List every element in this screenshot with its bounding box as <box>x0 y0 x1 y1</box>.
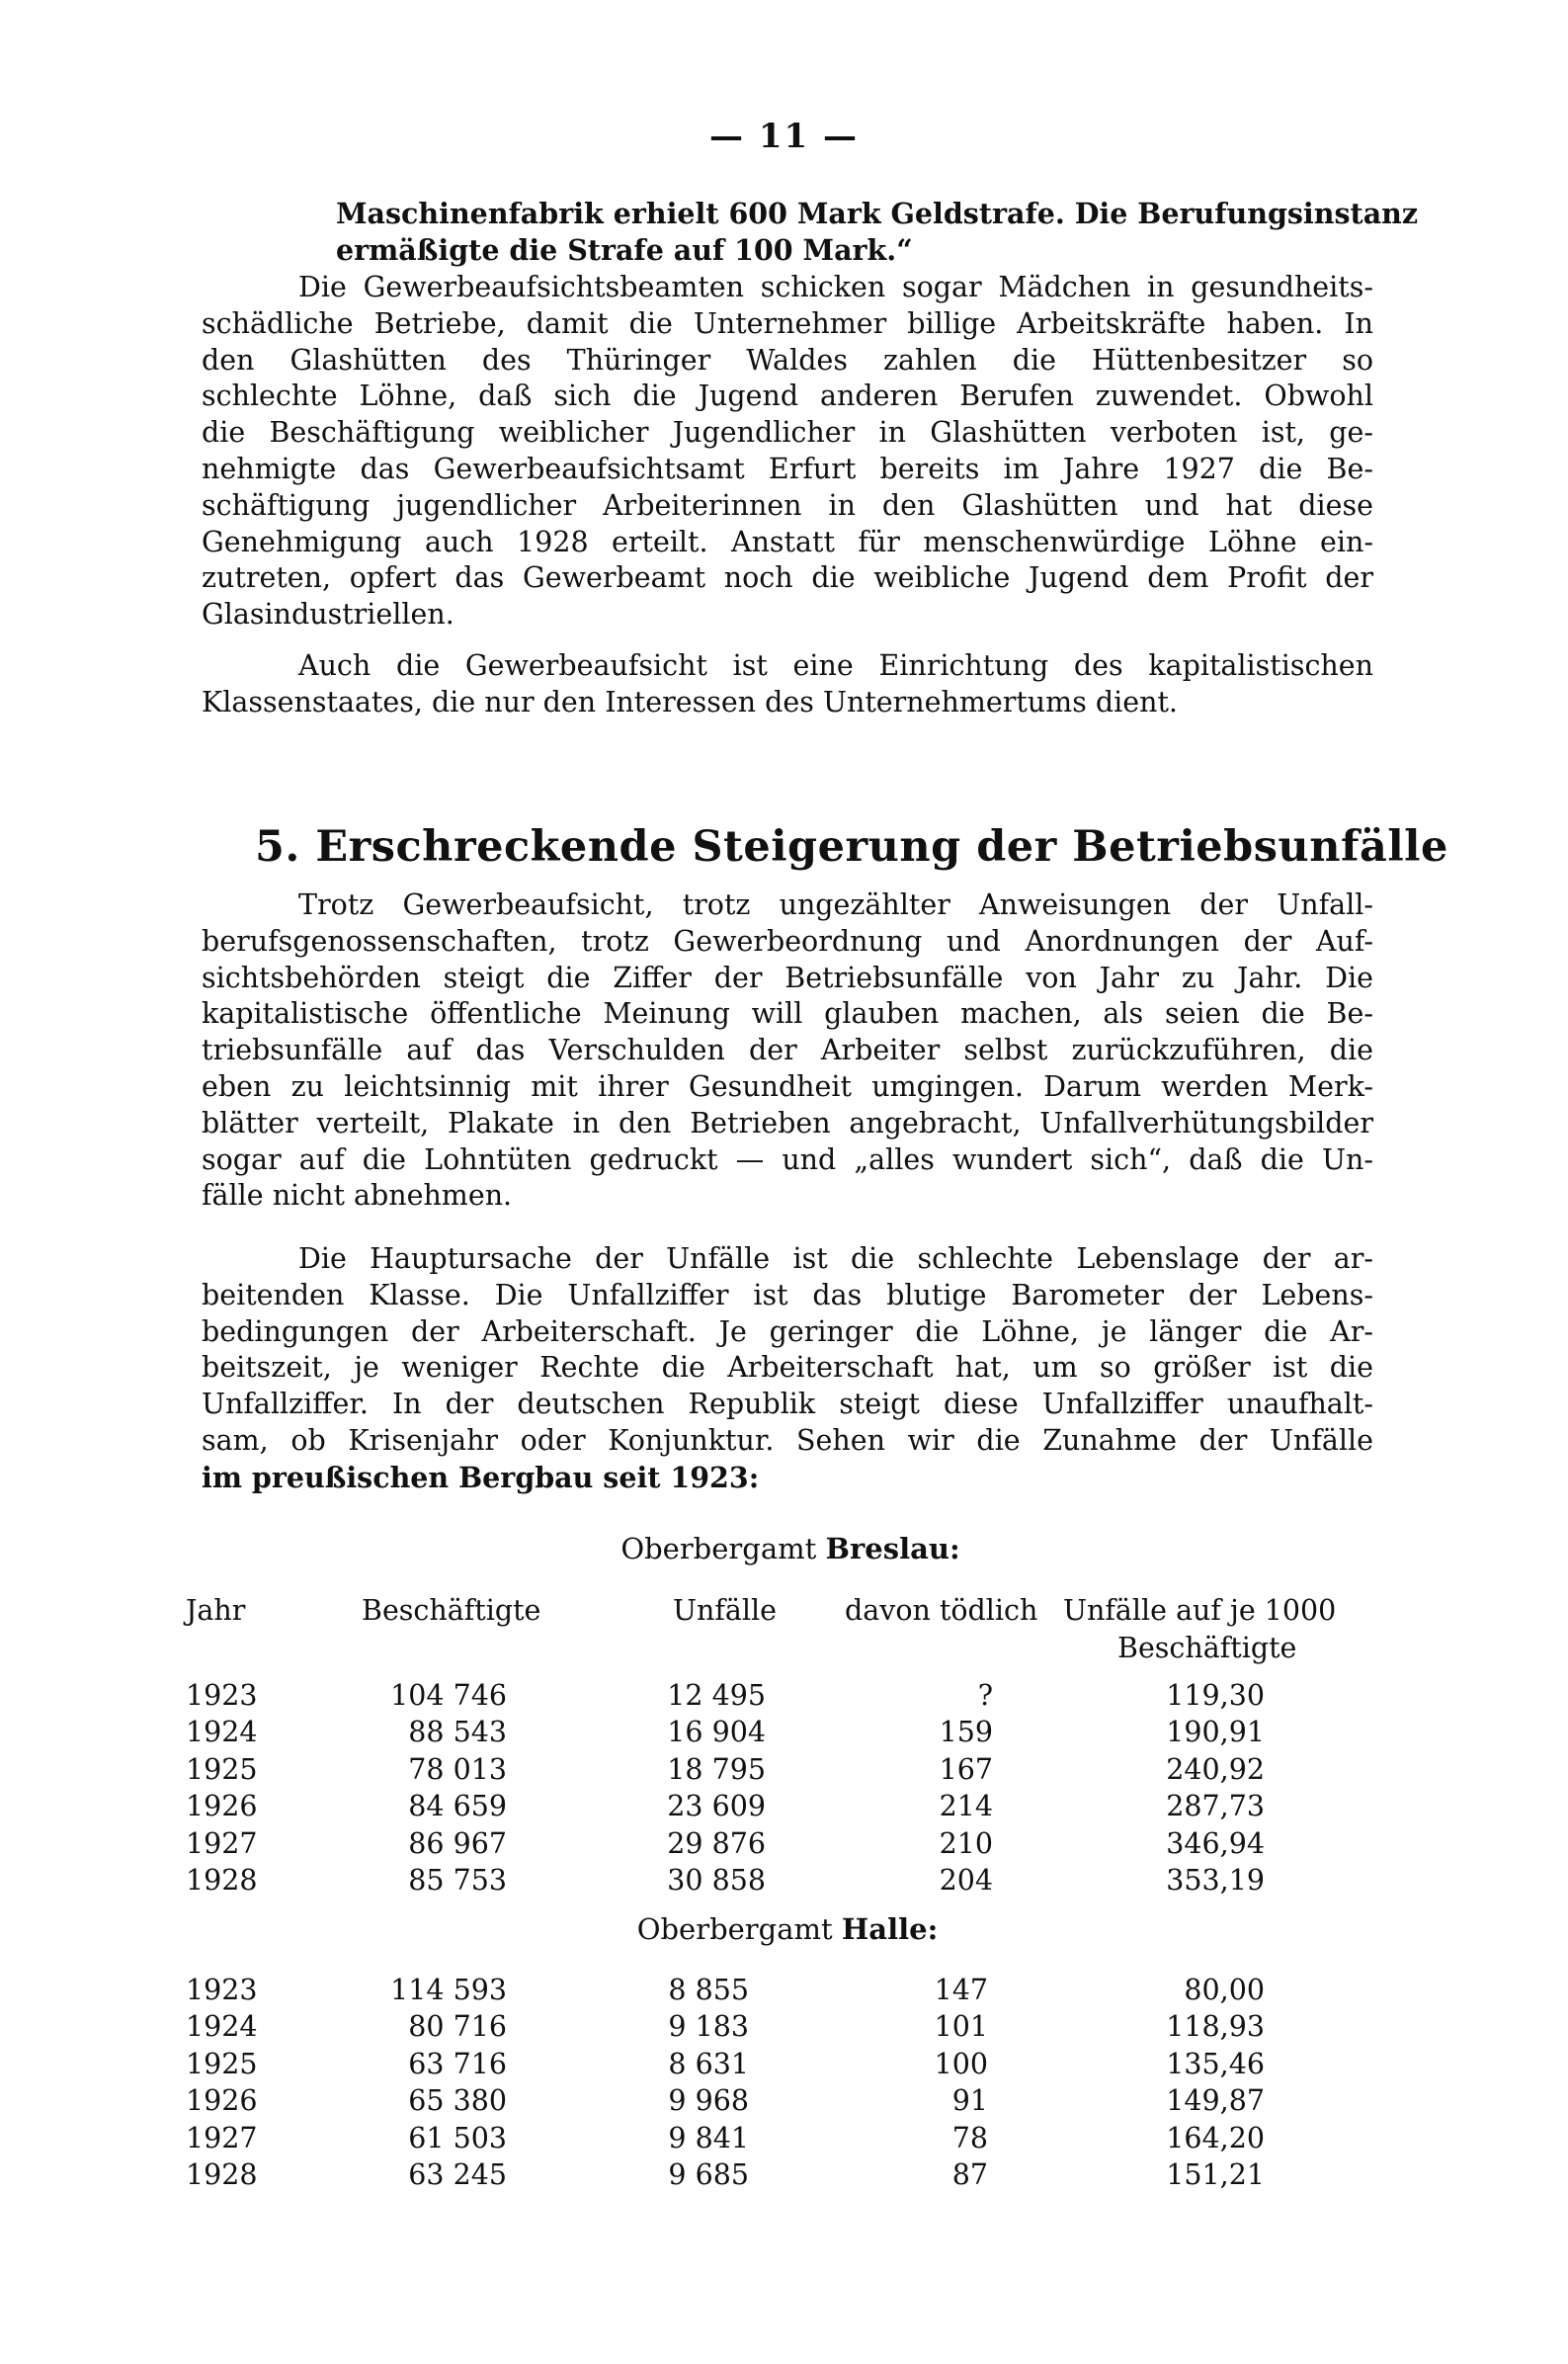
text-line: Glasindustriellen. <box>202 598 454 632</box>
text-line: Unfallziffer. In der deutschen Republik steigt diese Unfallziffer unaufhalt- <box>202 1388 1373 1421</box>
table-cell: 12 495 <box>667 1679 766 1712</box>
text-line: zutreten, opfert das Gewerbeamt noch die weibliche Jugend dem Profit der <box>202 561 1373 595</box>
table-title-part: Breslau: <box>825 1532 960 1565</box>
text-line: eben zu leichtsinnig mit ihrer Gesundheit umgingen. Darum werden Merk- <box>202 1069 1373 1103</box>
column-beschaeftigte <box>356 1677 507 1899</box>
text-line: Klassenstaates, die nur den Interessen des Unternehmertums dient. <box>202 685 1178 718</box>
text-line: blätter verteilt, Plakate in den Betrieben angebracht, Unfallverhütungsbilder <box>202 1106 1373 1140</box>
table-cell: 9 968 <box>668 2084 749 2118</box>
column-unfaelle <box>642 1677 766 1899</box>
text-line: fälle nicht abnehmen. <box>202 1179 513 1213</box>
column-jahr <box>186 1677 275 1899</box>
table-cell: 240,92 <box>1166 1752 1265 1786</box>
text-line: beitszeit, je weniger Rechte die Arbeiterschaft hat, um so größer ist die <box>202 1351 1373 1385</box>
table-cell: 210 <box>939 1826 993 1860</box>
table-cell: 114 593 <box>390 1974 507 2006</box>
table-cell: 118,93 <box>1166 2010 1265 2044</box>
paragraph-4 <box>202 887 1373 1215</box>
text-line: sichtsbehörden steigt die Ziffer der Betriebsunfälle von Jahr zu Jahr. Die <box>202 961 1373 994</box>
table-cell: 101 <box>934 2010 988 2044</box>
table-cell: 346,94 <box>1166 1826 1265 1860</box>
table-cell: 88 543 <box>408 1716 507 1749</box>
table-title-breslau <box>543 1532 1037 1565</box>
table-cell: 8 855 <box>668 1974 749 2006</box>
table-cell: 1927 <box>186 2121 258 2154</box>
text-line: kapitalistische öffentliche Meinung will glauben machen, als seien die Be- <box>202 997 1373 1031</box>
table-cell: 84 659 <box>408 1790 507 1823</box>
column-beschaeftigte <box>356 1972 507 2193</box>
table-cell: 1925 <box>186 1752 258 1786</box>
table-cell: 149,87 <box>1166 2084 1265 2118</box>
text-line: ermäßigte die Strafe auf 100 Mark.“ <box>336 232 913 267</box>
header-per1000: Unfälle auf je 1000 <box>1063 1594 1337 1627</box>
paragraph-3 <box>202 648 1373 721</box>
paragraph-5 <box>202 1241 1373 1496</box>
table-cell: 9 841 <box>668 2121 749 2154</box>
table-cell: 1926 <box>186 2084 258 2118</box>
table-cell: 86 967 <box>408 1826 507 1860</box>
header-toedlich: davon tödlich <box>845 1594 1038 1627</box>
table-cell: ? <box>977 1679 993 1712</box>
text-line: nehmigte das Gewerbeaufsichtsamt Erfurt bereits im Jahre 1927 die Be- <box>202 452 1373 485</box>
text-line: schädliche Betriebe, damit die Unternehmer billige Arbeitskräfte haben. In <box>202 306 1373 340</box>
table-cell: 18 795 <box>667 1752 766 1786</box>
paragraph-2 <box>202 270 1373 633</box>
table-cell: 87 <box>951 2157 988 2191</box>
table-cell: 190,91 <box>1166 1716 1265 1749</box>
table-cell: 61 503 <box>408 2121 507 2154</box>
table-cell: 147 <box>934 1974 988 2006</box>
table-cell: 100 <box>934 2047 988 2080</box>
table-cell: 214 <box>939 1790 993 1823</box>
text-line: schäftigung jugendlicher Arbeiterinnen in den Glashütten und hat diese <box>202 488 1373 522</box>
table-cell: 80,00 <box>1184 1974 1265 2006</box>
table-cell: 287,73 <box>1166 1790 1265 1823</box>
header-beschaeftigte: Beschäftigte <box>362 1594 541 1627</box>
table-cell: 23 609 <box>667 1790 766 1823</box>
table-cell: 30 858 <box>667 1863 766 1897</box>
section-heading: 5. Erschreckende Steigerung der Betriebsunfälle <box>255 822 1448 872</box>
text-line: Genehmigung auch 1928 erteilt. Anstatt für menschenwürdige Löhne ein- <box>202 525 1373 558</box>
table-cell: 1927 <box>186 1826 258 1860</box>
table-cell: 159 <box>939 1716 993 1749</box>
page-number: — 11 — <box>709 117 859 156</box>
table-cell: 78 <box>951 2121 988 2154</box>
table-cell: 1924 <box>186 1716 258 1749</box>
table-cell: 1925 <box>186 2047 258 2080</box>
table-cell: 167 <box>939 1752 993 1786</box>
paragraph-1 <box>336 196 1419 269</box>
column-jahr <box>186 1972 275 2193</box>
header-jahr: Jahr <box>186 1594 246 1627</box>
table-cell: 9 183 <box>668 2010 749 2044</box>
text-line: sam, ob Krisenjahr oder Konjunktur. Sehen wir die Zunahme der Unfälle <box>202 1423 1373 1457</box>
text-line: triebsunfälle auf das Verschulden der Arbeiter selbst zurückzuführen, die <box>202 1034 1373 1067</box>
table-cell: 1928 <box>186 2157 258 2191</box>
table-cell: 63 245 <box>408 2157 507 2191</box>
text-line: berufsgenossenschaften, trotz Gewerbeordnung und Anordnungen der Auf- <box>202 924 1373 958</box>
table-cell: 164,20 <box>1166 2121 1265 2154</box>
column-unfaelle <box>642 1972 749 2193</box>
table-title-part: Oberbergamt <box>636 1912 833 1946</box>
table-cell: 29 876 <box>667 1826 766 1860</box>
table-cell: 1923 <box>186 1679 258 1712</box>
text-line: den Glashütten des Thüringer Waldes zahlen die Hüttenbesitzer so <box>202 343 1373 377</box>
column-toedlich <box>889 1972 988 2193</box>
table-cell: 63 716 <box>408 2047 507 2080</box>
table-cell: 1926 <box>186 1790 258 1823</box>
text-line: bedingungen der Arbeiterschaft. Je geringer die Löhne, je länger die Ar- <box>202 1314 1373 1348</box>
header-per1000-line2: Beschäftigte <box>1117 1632 1297 1664</box>
table-cell: 151,21 <box>1166 2157 1265 2191</box>
table-cell: 1928 <box>186 1863 258 1897</box>
table-cell: 119,30 <box>1166 1679 1265 1712</box>
text-line: sogar auf die Lohntüten gedruckt — und „alles wundert sich“, daß die Un- <box>202 1142 1373 1176</box>
table-cell: 65 380 <box>408 2084 507 2118</box>
text-line: Auch die Gewerbeaufsicht ist eine Einrichtung des kapitalistischen <box>298 649 1373 682</box>
text-line: schlechte Löhne, daß sich die Jugend anderen Berufen zuwendet. Obwohl <box>202 380 1373 413</box>
table-cell: 91 <box>951 2084 988 2118</box>
table-title-part: Halle: <box>841 1912 939 1946</box>
table-cell: 9 685 <box>668 2157 749 2191</box>
table-cell: 80 716 <box>408 2010 507 2044</box>
text-line: Maschinenfabrik erhielt 600 Mark Geldstrafe. Die Berufungsinstanz <box>336 197 1419 230</box>
table-cell: 1923 <box>186 1974 258 2006</box>
text-line: Trotz Gewerbeaufsicht, trotz ungezählter Anweisungen der Unfall- <box>298 888 1373 921</box>
text-line: die Beschäftigung weiblicher Jugendlicher in Glashütten verboten ist, ge- <box>202 416 1373 450</box>
table-cell: 353,19 <box>1166 1863 1265 1897</box>
text-line: Die Gewerbeaufsichtsbeamten schicken sogar Mädchen in gesundheits- <box>298 271 1373 303</box>
column-toedlich <box>889 1677 993 1899</box>
table-cell: 8 631 <box>668 2047 749 2080</box>
text-line: beitenden Klasse. Die Unfallziffer ist das blutige Barometer der Lebens- <box>202 1278 1373 1311</box>
text-line: im preußischen Bergbau seit 1923: <box>202 1460 760 1494</box>
table-title-halle <box>540 1912 1034 1946</box>
table-cell: 78 013 <box>408 1752 507 1786</box>
header-unfaelle: Unfälle <box>673 1594 778 1627</box>
table-cell: 1924 <box>186 2010 258 2044</box>
table-cell: 85 753 <box>408 1863 507 1897</box>
table-title-part: Oberbergamt <box>620 1532 817 1565</box>
text-line: Die Hauptursache der Unfälle ist die schlechte Lebenslage der ar- <box>298 1242 1373 1275</box>
column-per1000 <box>1126 1677 1265 1899</box>
table-cell: 16 904 <box>667 1716 766 1749</box>
table-cell: 204 <box>939 1863 993 1897</box>
column-per1000 <box>1126 1972 1265 2193</box>
table-cell: 135,46 <box>1166 2047 1265 2080</box>
table-cell: 104 746 <box>390 1679 507 1712</box>
